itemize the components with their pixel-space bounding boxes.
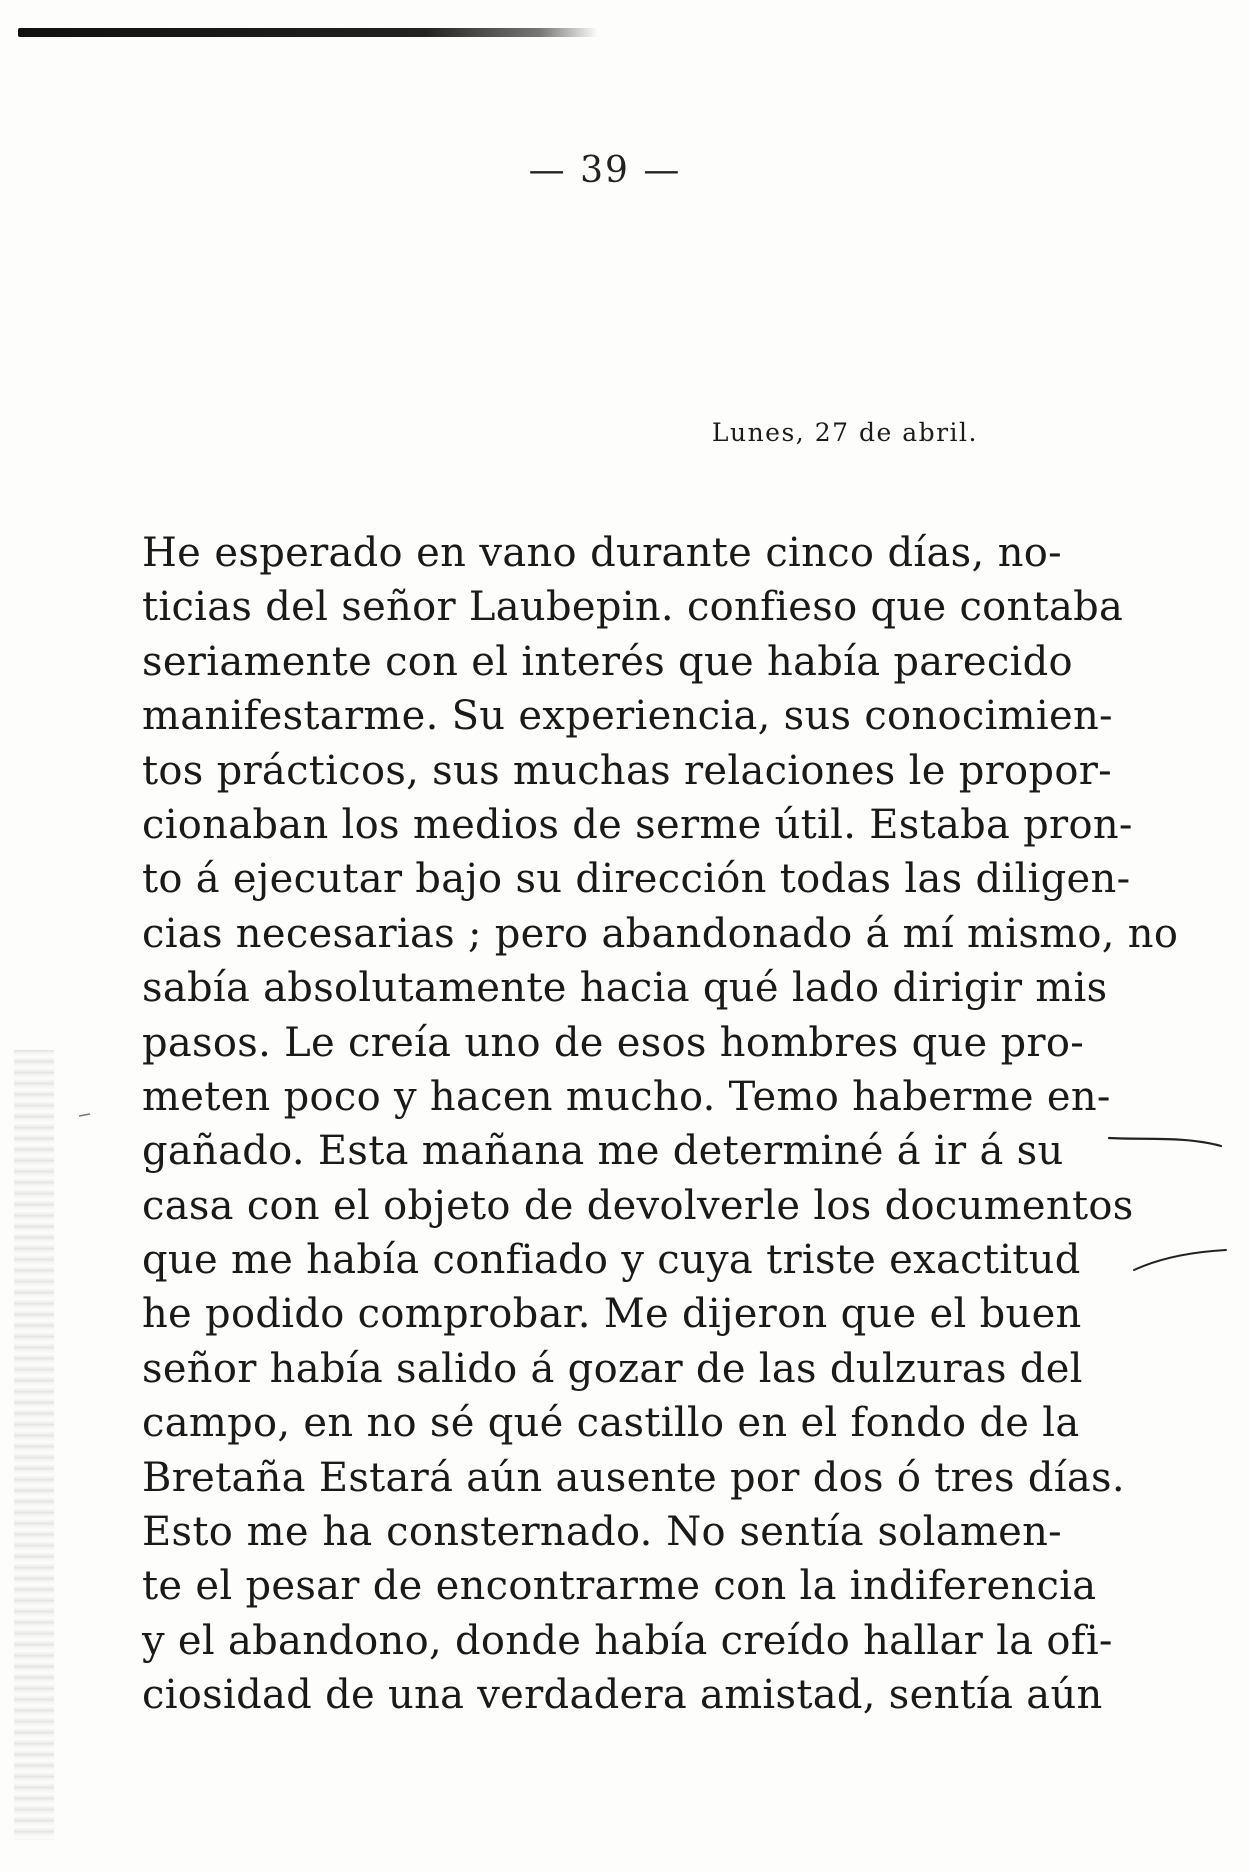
page-number: — 39 — — [528, 150, 682, 191]
scan-edge-speckle — [14, 1050, 54, 1840]
text-line: sabía absolutamente hacia qué lado dirigir mis — [142, 965, 1108, 1012]
text-line: manifestarme. Su experiencia, sus conocimien- — [142, 693, 1113, 740]
margin-pencil-mark-bottom — [1130, 1240, 1230, 1280]
text-line: Esto me ha consternado. No sentía solamen- — [142, 1509, 1062, 1556]
text-line: ciosidad de una verdadera amistad, sentía aún — [142, 1672, 1103, 1719]
text-line: he podido comprobar. Me dijeron que el buen — [142, 1291, 1082, 1338]
text-line: seriamente con el interés que había parecido — [142, 638, 1073, 685]
text-line: señor había salido á gozar de las dulzuras del — [142, 1345, 1083, 1392]
text-line: te el pesar de encontrarme con la indiferencia — [142, 1563, 1097, 1610]
text-line: He esperado en vano durante cinco días, no- — [142, 530, 1062, 576]
text-line: y el abandono, donde había creído hallar la ofi- — [142, 1617, 1113, 1664]
scan-border — [18, 28, 598, 37]
entry-date: Lunes, 27 de abril. — [711, 418, 978, 447]
text-line: cias necesarias ; pero abandonado á mí mismo, no — [142, 910, 1179, 957]
text-line: to á ejecutar bajo su dirección todas las diligen- — [142, 856, 1131, 903]
margin-pencil-mark-top — [1105, 1120, 1225, 1160]
margin-speck — [78, 1110, 92, 1120]
text-line: tos prácticos, sus muchas relaciones le propor- — [142, 747, 1112, 794]
body-paragraph — [142, 526, 1179, 1723]
text-line: Bretaña Estará aún ausente por dos ó tres días. — [142, 1454, 1125, 1501]
text-line: meten poco y hacen mucho. Temo haberme en- — [142, 1073, 1111, 1120]
text-line: que me había confiado y cuya triste exactitud — [142, 1237, 1081, 1284]
text-line: cionaban los medios de serme útil. Estaba pron- — [142, 801, 1133, 848]
text-line: campo, en no sé qué castillo en el fondo de la — [142, 1400, 1080, 1447]
text-line: casa con el objeto de devolverle los documentos — [142, 1182, 1134, 1229]
text-line: ticias del señor Laubepin. confieso que contaba — [142, 584, 1124, 631]
text-line: gañado. Esta mañana me determiné á ir á su — [142, 1128, 1064, 1175]
text-line: pasos. Le creía uno de esos hombres que pro- — [142, 1019, 1085, 1066]
